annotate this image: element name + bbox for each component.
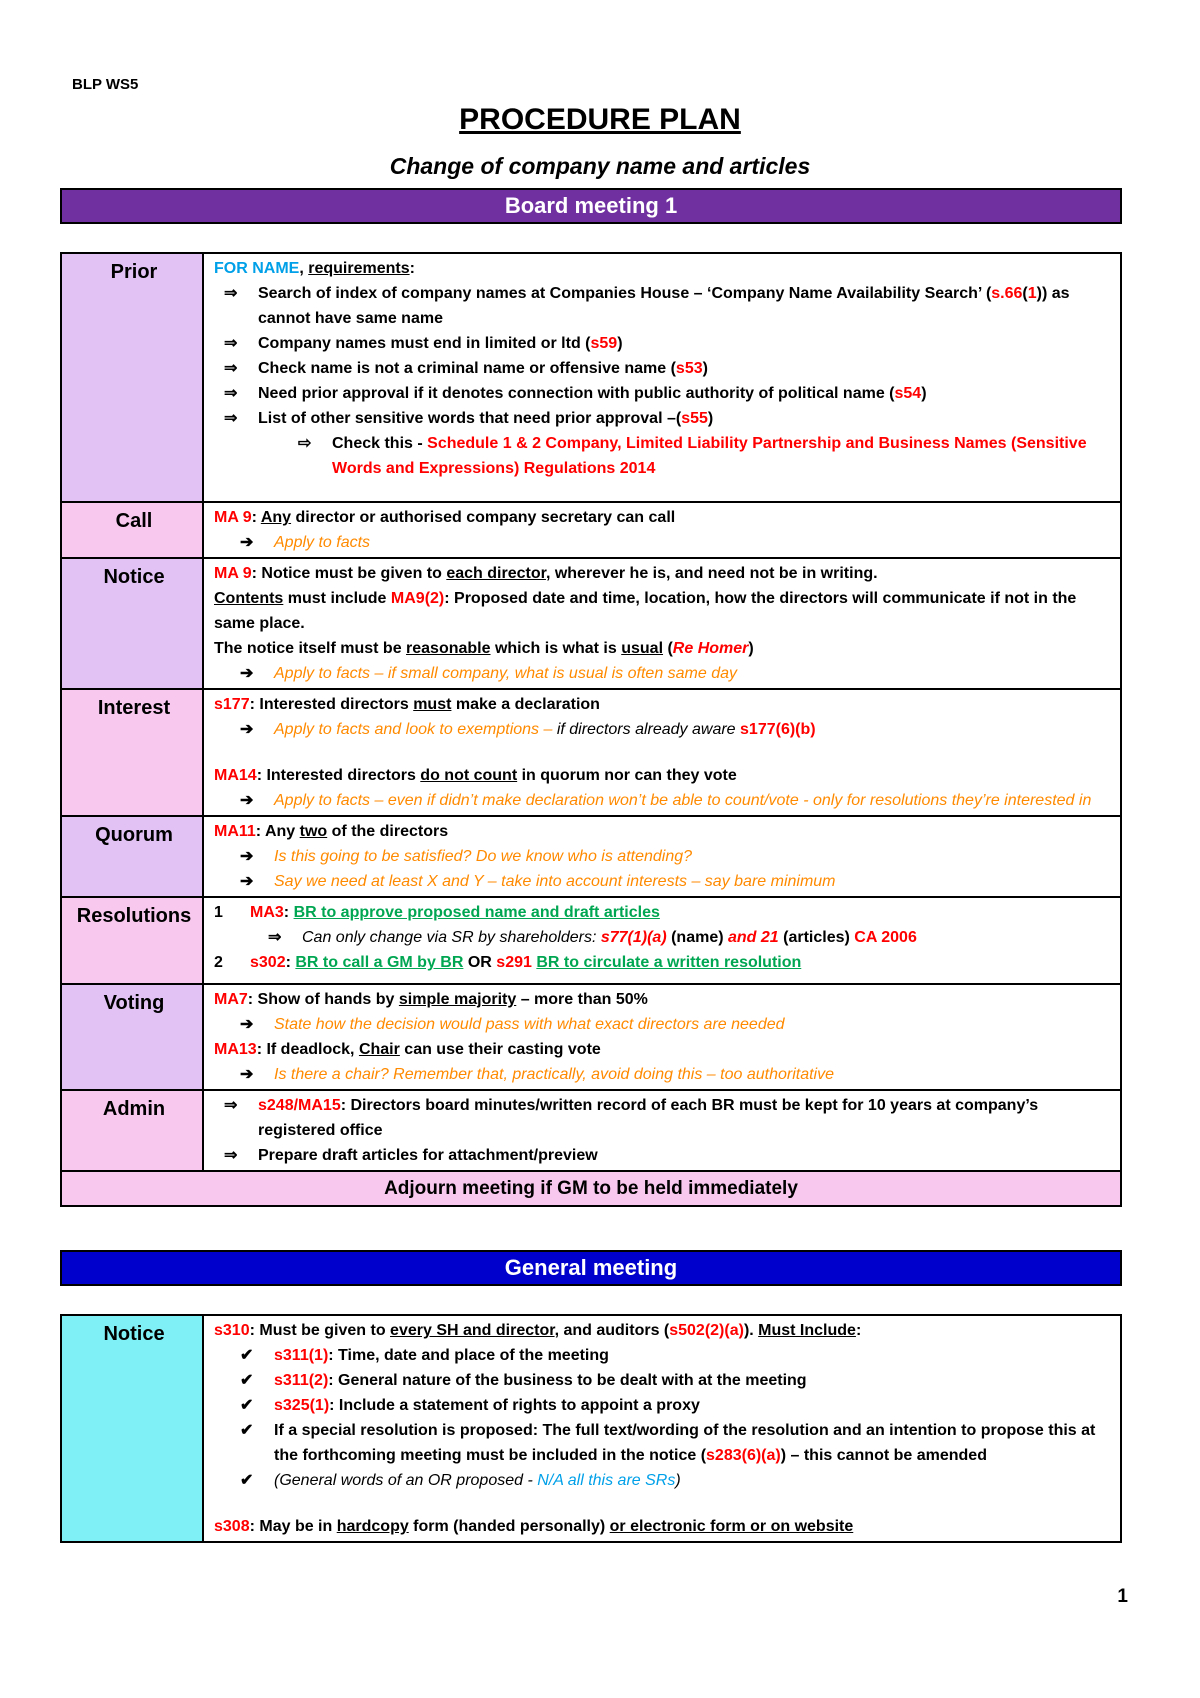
arrow-icon: ➔ (240, 848, 254, 865)
implies-icon: ⇒ (268, 929, 282, 946)
check-icon: ✔ (240, 1372, 254, 1389)
row-content-call: MA 9: Any director or authorised company secretary can call ➔ Apply to facts (203, 502, 1121, 558)
implies-icon: ⇒ (224, 1097, 238, 1114)
arrow-icon: ➔ (240, 1066, 254, 1083)
page-number: 1 (1117, 1586, 1128, 1607)
row-content-quorum: MA11: Any two of the directors ➔ Is this going to be satisfied? Do we know who is attending? ➔ Say we need at least X and Y – take into account interests – say bare minimum (203, 816, 1121, 897)
row-voting (61, 984, 1121, 1090)
row-label-voting: Voting (61, 984, 203, 1090)
row-gm-notice (61, 1315, 1121, 1542)
row-content-voting: MA7: Show of hands by simple majority – more than 50% ➔ State how the decision would pass with what exact directors are needed MA13: If deadlock, Chair can use their casting vote ➔ Is there a chair? Remember that, practically, avoid doing this – too authoritative (203, 984, 1121, 1090)
board-meeting-banner: Board meeting 1 (60, 188, 1122, 224)
row-label-quorum: Quorum (61, 816, 203, 897)
row-content-gm-notice: s310: Must be given to every SH and director, and auditors (s502(2)(a)). Must Include: ✔ s311(1): Time, date and place of the meeting ✔ s311(2): General nature of the business to be dealt with at the meeting ✔ s325(1): Include a statement of rights to appoint a proxy ✔ If a special resolution is proposed: The full text/wording of the resolution and an intention to propose this at the forthcoming meeting must be included in the notice (s283(6)(a)) – this cannot be amended ✔ (General words of an OR proposed - N/A all this are SRs) s308: May be in hardcopy form (handed personally) or electronic form or on website (203, 1315, 1121, 1542)
row-label-gm-notice: Notice (61, 1315, 203, 1542)
arrow-icon: ➔ (240, 792, 254, 809)
row-adjourn (61, 1171, 1121, 1206)
implies-icon: ⇨ (298, 435, 312, 452)
arrow-icon: ➔ (240, 873, 254, 890)
arrow-icon: ➔ (240, 665, 254, 682)
check-icon: ✔ (240, 1397, 254, 1414)
row-prior (61, 253, 1121, 502)
arrow-icon: ➔ (240, 534, 254, 551)
arrow-icon: ➔ (240, 721, 254, 738)
implies-icon: ⇒ (224, 410, 238, 427)
row-content-interest: s177: Interested directors must make a declaration ➔ Apply to facts and look to exemptions – if directors already aware s177(6)(b) MA14: Interested directors do not count in quorum nor can they vote ➔ Apply to facts – even if didn’t make declaration won’t be able to count/vote - only for resolutions they’re interested in (203, 689, 1121, 816)
implies-icon: ⇒ (224, 335, 238, 352)
general-meeting-banner: General meeting (60, 1250, 1122, 1286)
row-label-resolutions: Resolutions (61, 897, 203, 984)
row-label-notice: Notice (61, 558, 203, 689)
row-content-prior: FOR NAME, requirements: ⇒ Search of index of company names at Companies House – ‘Company Name Availability Search’ (s.66(1)) as cannot have same name ⇒ Company names must end in limited or ltd (s59) ⇒ Check name is not a criminal name or offensive name (s53) ⇒ Need prior approval if it denotes connection with public authority of political name (s54) ⇒ List of other sensitive words that need prior approval –(s55) ⇨ Check this - Schedule 1 & 2 Company, Limited Liability Partnership and Business Names (Sensitive Words and Expressions) Regulations 2014 (203, 253, 1121, 502)
check-icon: ✔ (240, 1422, 254, 1439)
row-label-admin: Admin (61, 1090, 203, 1171)
row-content-admin: ⇒ s248/MA15: Directors board minutes/written record of each BR must be kept for 10 years at company’s registered office ⇒ Prepare draft articles for attachment/preview (203, 1090, 1121, 1171)
doc-header-left: BLP WS5 (72, 76, 139, 93)
row-notice (61, 558, 1121, 689)
row-content-notice: MA 9: Notice must be given to each director, wherever he is, and need not be in writing. Contents must include MA9(2): Proposed date and time, location, how the directors will communicate if not in the same place. The notice itself must be reasonable which is what is usual (Re Homer) ➔ Apply to facts – if small company, what is usual is often same day (203, 558, 1121, 689)
implies-icon: ⇒ (224, 385, 238, 402)
row-label-prior: Prior (61, 253, 203, 502)
implies-icon: ⇒ (224, 285, 238, 302)
implies-icon: ⇒ (224, 1147, 238, 1164)
page-title: PROCEDURE PLAN (459, 103, 741, 136)
implies-icon: ⇒ (224, 360, 238, 377)
check-icon: ✔ (240, 1472, 254, 1489)
row-content-resolutions: 1 MA3: BR to approve proposed name and draft articles ⇒ Can only change via SR by shareholders: s77(1)(a) (name) and 21 (articles) CA 2006 2 s302: BR to call a GM by BR OR s291 BR to circulate a written resolution (203, 897, 1121, 984)
row-quorum (61, 816, 1121, 897)
row-resolutions (61, 897, 1121, 984)
row-interest (61, 689, 1121, 816)
general-meeting-table (60, 1314, 1122, 1543)
row-admin (61, 1090, 1121, 1171)
page-subtitle: Change of company name and articles (389, 153, 811, 179)
row-call (61, 502, 1121, 558)
check-icon: ✔ (240, 1347, 254, 1364)
row-label-call: Call (61, 502, 203, 558)
adjourn-note: Adjourn meeting if GM to be held immediately (61, 1171, 1121, 1206)
row-label-interest: Interest (61, 689, 203, 816)
board-meeting-table (60, 252, 1122, 1207)
arrow-icon: ➔ (240, 1016, 254, 1033)
